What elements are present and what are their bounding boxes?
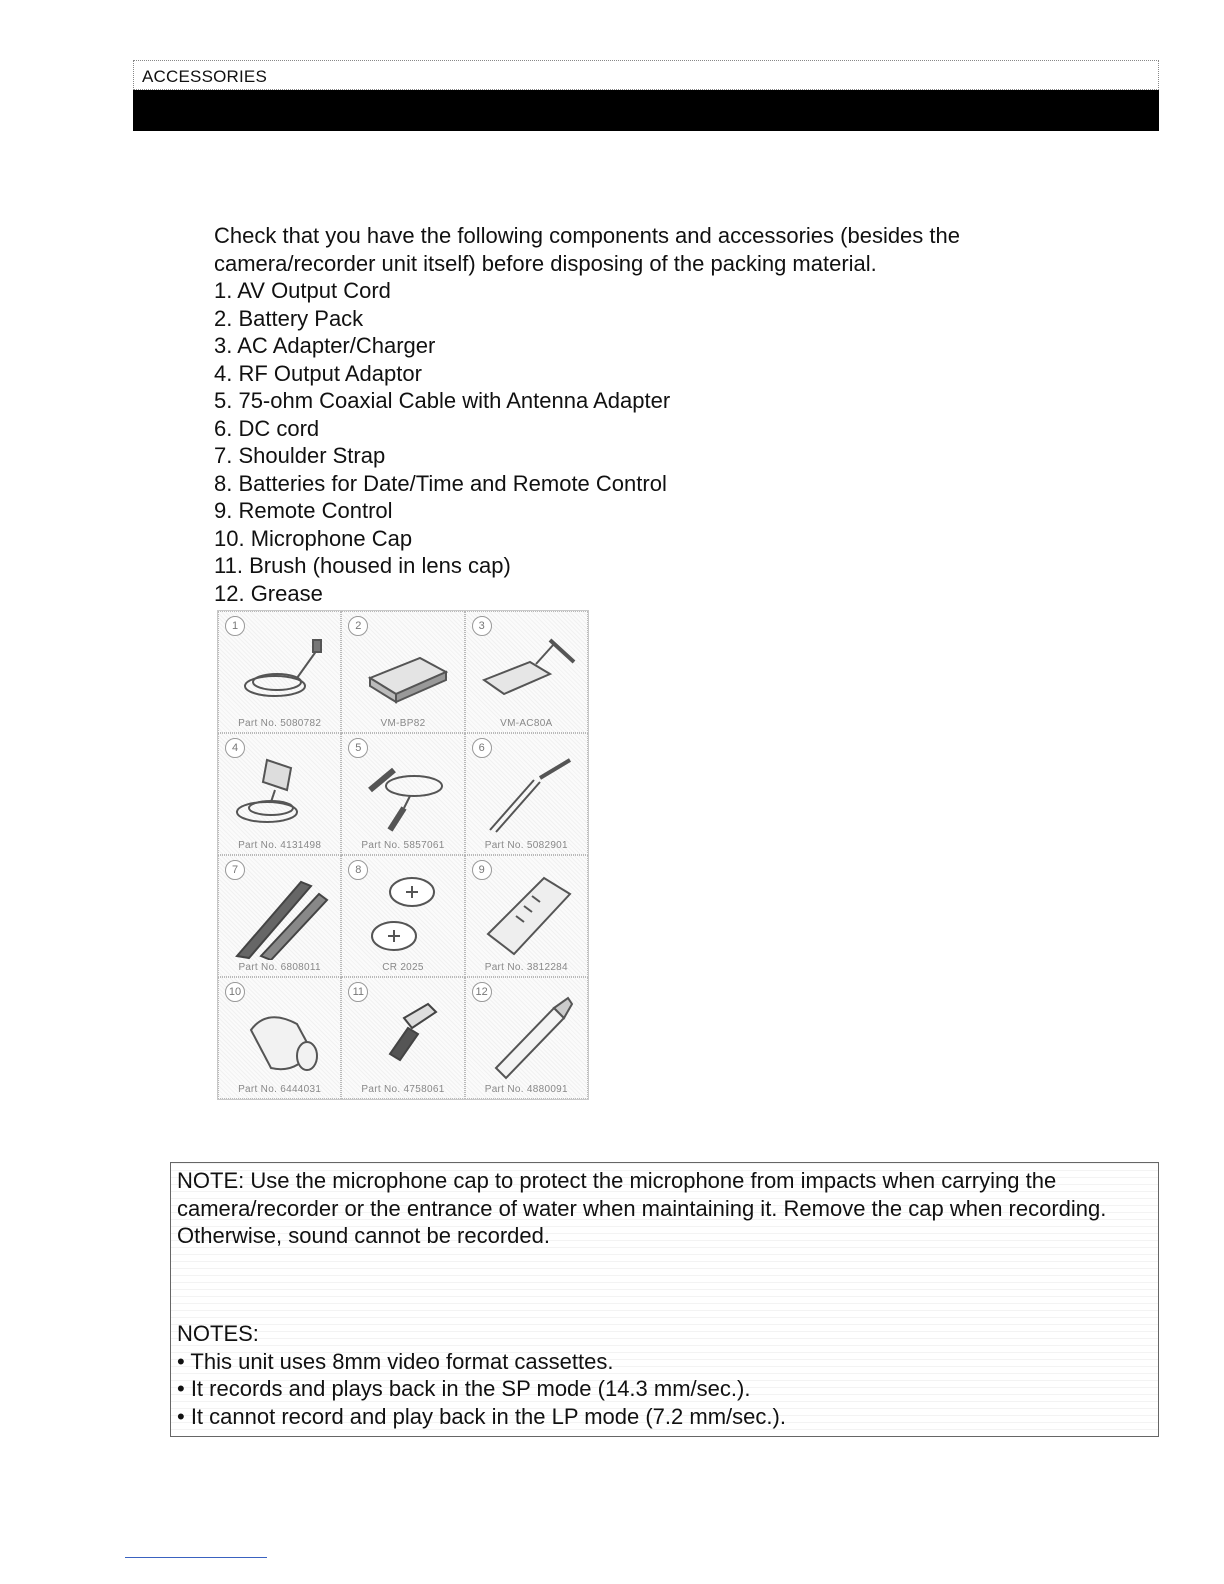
footer-divider <box>125 1557 267 1558</box>
figure-cell <box>341 855 464 977</box>
list-item: 3. AC Adapter/Charger <box>214 333 436 358</box>
part-number: VM-BP82 <box>380 718 426 729</box>
intro-section <box>214 222 1114 607</box>
list-item: 1. AV Output Cord <box>214 278 391 303</box>
note-text: NOTE: Use the microphone cap to protect the microphone from impacts when carrying the camera/recorder or the entrance of water when maintaining it. Remove the cap when recording. Otherwise, sound cannot be recorded. <box>177 1168 1107 1248</box>
header-band <box>133 90 1159 131</box>
list-item: • It records and plays back in the SP mode (14.3 mm/sec.). <box>177 1376 751 1401</box>
figure-cell <box>465 977 588 1099</box>
list-item: 8. Batteries for Date/Time and Remote Control <box>214 470 667 496</box>
figure-cell <box>465 855 588 977</box>
shoulder-strap-icon <box>227 872 335 960</box>
coaxial-cable-icon <box>350 750 458 838</box>
part-number: Part No. 3812284 <box>484 962 568 973</box>
list-item: 10. Microphone Cap <box>214 525 413 551</box>
part-number: Part No. 4880091 <box>484 1084 568 1095</box>
list-item: 7. Shoulder Strap <box>214 443 386 468</box>
item-number: 3 <box>472 616 492 636</box>
figure-cell <box>218 855 341 977</box>
list-item: 4. RF Output Adaptor <box>214 360 422 386</box>
figure-cell <box>341 611 464 733</box>
part-number: CR 2025 <box>382 962 424 973</box>
dc-cord-icon <box>474 750 582 838</box>
av-cord-icon <box>227 628 335 716</box>
part-number: Part No. 5857061 <box>361 840 445 851</box>
figure-cell <box>341 977 464 1099</box>
section-title: ACCESSORIES <box>142 67 268 86</box>
list-item: 12. Grease <box>214 580 323 606</box>
grease-tube-icon <box>474 994 582 1082</box>
coin-batteries-icon <box>350 872 458 960</box>
figure-cell <box>218 977 341 1099</box>
list-item: • It cannot record and play back in the LP mode (7.2 mm/sec.). <box>177 1403 786 1429</box>
notes-box <box>170 1162 1159 1437</box>
list-item: 2. Battery Pack <box>214 305 364 331</box>
microphone-cap-icon <box>227 994 335 1082</box>
part-number: VM-AC80A <box>500 718 553 729</box>
intro-text: Check that you have the following components and accessories (besides the camera/recorder unit itself) before disposing of the packing material. <box>214 223 960 276</box>
list-item: 9. Remote Control <box>214 498 393 523</box>
item-number: 5 <box>348 738 368 758</box>
brush-icon <box>350 994 458 1082</box>
item-number: 11 <box>348 982 368 1002</box>
part-number: Part No. 4758061 <box>361 1084 445 1095</box>
notes-list <box>177 1348 1152 1431</box>
ac-adapter-icon <box>474 628 582 716</box>
part-number: Part No. 5080782 <box>238 718 322 729</box>
part-number: Part No. 6444031 <box>238 1084 322 1095</box>
battery-pack-icon <box>350 628 458 716</box>
part-number: Part No. 4131498 <box>238 840 322 851</box>
item-number: 7 <box>225 860 245 880</box>
figure-cell <box>341 733 464 855</box>
section-header <box>133 60 1159 90</box>
accessory-list <box>214 277 1114 607</box>
notes-heading: NOTES: <box>177 1321 259 1346</box>
accessories-figure <box>217 610 589 1100</box>
item-number: 2 <box>348 616 368 636</box>
list-item: 5. 75-ohm Coaxial Cable with Antenna Adapter <box>214 388 671 413</box>
item-number: 12 <box>472 982 492 1002</box>
figure-cell <box>218 733 341 855</box>
list-item: 11. Brush (housed in lens cap) <box>214 553 511 578</box>
part-number: Part No. 5082901 <box>484 840 568 851</box>
item-number: 8 <box>348 860 368 880</box>
list-item: • This unit uses 8mm video format cassettes. <box>177 1348 614 1374</box>
item-number: 9 <box>472 860 492 880</box>
rf-adaptor-icon <box>227 750 335 838</box>
figure-cell <box>465 733 588 855</box>
item-number: 10 <box>225 982 245 1002</box>
item-number: 4 <box>225 738 245 758</box>
figure-cell <box>218 611 341 733</box>
list-item: 6. DC cord <box>214 415 320 441</box>
remote-control-icon <box>474 872 582 960</box>
figure-cell <box>465 611 588 733</box>
part-number: Part No. 6808011 <box>238 962 321 973</box>
item-number: 1 <box>225 616 245 636</box>
item-number: 6 <box>472 738 492 758</box>
notes-block <box>177 1320 1152 1430</box>
